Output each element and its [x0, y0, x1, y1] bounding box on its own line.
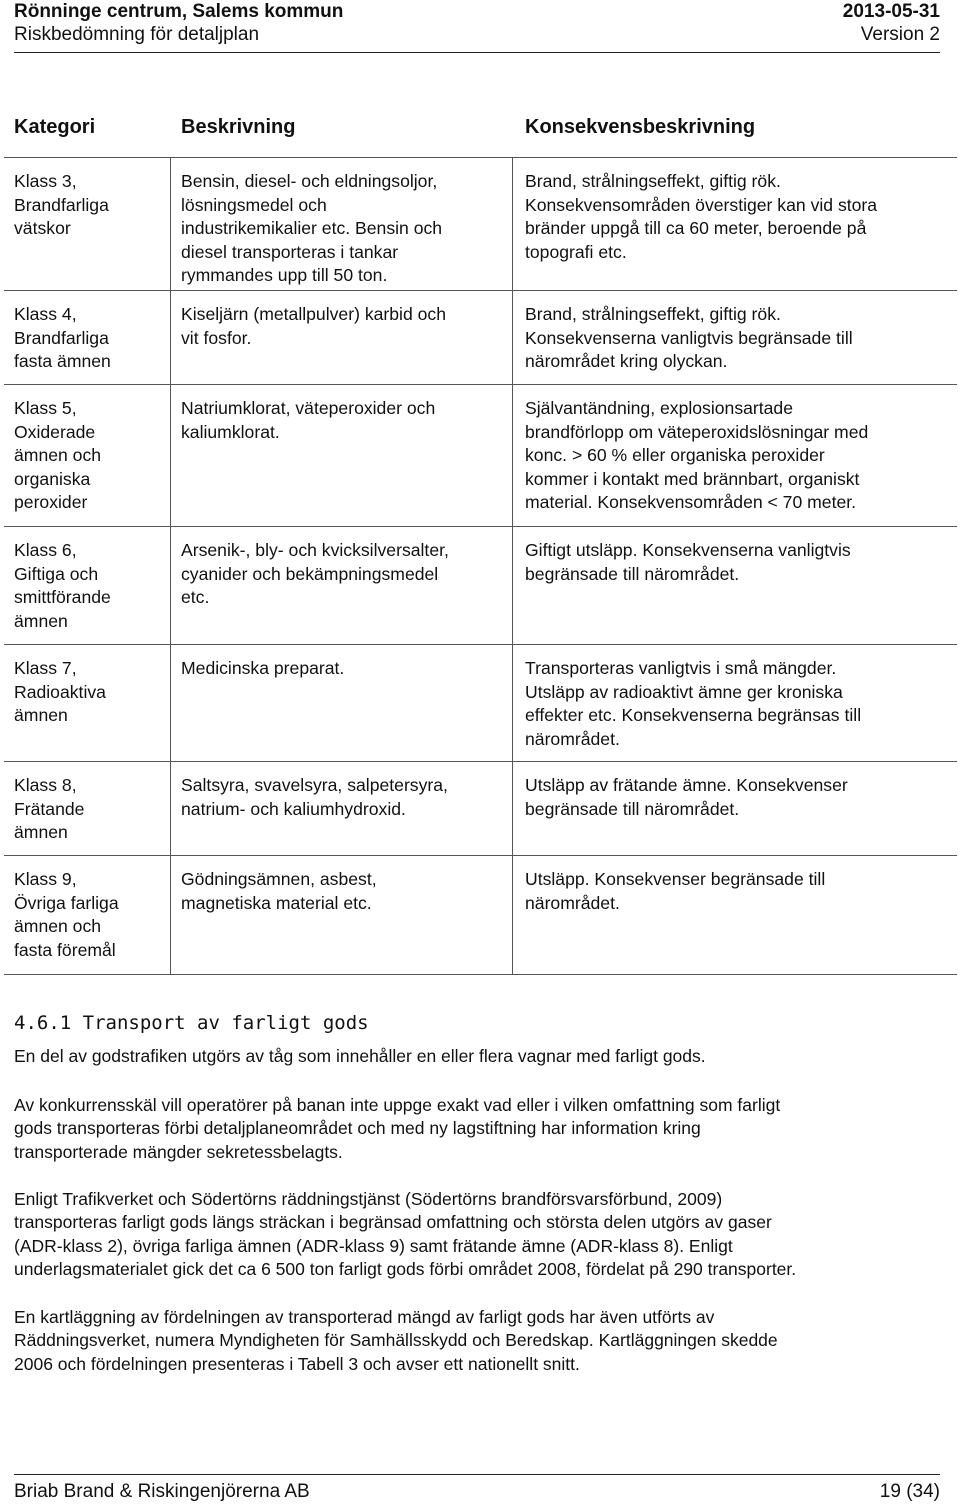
- table-row: [4, 645, 957, 762]
- column-header-konsekvens: Konsekvensbeskrivning: [525, 115, 756, 138]
- cell-konsekvens: Självantändning, explosionsartade brandförlopp om väteperoxidslösningar med konc. > 60 % eller organiska peroxider kommer i kontakt med brännbart, organiskt material. Konsekvensområden < 70 meter.: [525, 398, 869, 513]
- paragraph-2: Av konkurrensskäl vill operatörer på banan inte uppge exakt vad eller i vilken omfattning som farligt gods transporteras förbi detaljplaneområdet och med ny lagstiftning har information kring transporterade mängder sekretessbelagts.: [14, 1095, 781, 1162]
- document-title: Rönninge centrum, Salems kommun: [14, 1, 344, 22]
- hazard-class-table: [4, 97, 957, 975]
- cell-konsekvens: Giftigt utsläpp. Konsekvenserna vanligtvis begränsade till närområdet.: [525, 540, 851, 584]
- table-row: [4, 385, 957, 527]
- cell-beskrivning: Arsenik-, bly- och kvicksilversalter, cyanider och bekämpningsmedel etc.: [171, 527, 513, 644]
- paragraph-3: Enligt Trafikverket och Södertörns räddningstjänst (Södertörns brandförsvarsförbund, 2009) transporteras farligt gods längs sträckan i begränsad omfattning och största delen utgörs av gaser (ADR-klass 2), övriga farliga ämnen (ADR-klass 9) samt frätande ämne (ADR-klass 8). Enligt underlagsmaterialet gick det ca 6 500 ton farligt gods förbi området 2008, fördelat på 290 transporter.: [14, 1189, 797, 1279]
- table-body: [4, 158, 957, 975]
- cell-beskrivning: Gödningsämnen, asbest, magnetiska material etc.: [171, 856, 513, 974]
- cell-konsekvens: Brand, strålningseffekt, giftig rök. Konsekvenserna vanligtvis begränsade till närområdet kring olyckan.: [525, 304, 853, 372]
- cell-kategori: Klass 8, Frätande ämnen: [4, 762, 171, 855]
- cell-konsekvens: Transporteras vanligtvis i små mängder. Utsläpp av radioaktivt ämne ger kroniska effekter etc. Konsekvenserna begränsas till närområdet.: [525, 658, 862, 749]
- cell-beskrivning: Natriumklorat, väteperoxider och kaliumklorat.: [171, 385, 513, 526]
- page-footer: [14, 1474, 940, 1503]
- cell-kategori: Klass 9, Övriga farliga ämnen och fasta föremål: [4, 856, 171, 974]
- document-subtitle: Riskbedömning för detaljplan: [14, 24, 260, 45]
- cell-kategori: Klass 3, Brandfarliga vätskor: [4, 158, 171, 290]
- document-version: Version 2: [860, 24, 940, 45]
- cell-beskrivning: Saltsyra, svavelsyra, salpetersyra, natrium- och kaliumhydroxid.: [171, 762, 513, 855]
- cell-konsekvens: Utsläpp. Konsekvenser begränsade till närområdet.: [525, 869, 826, 913]
- cell-kategori: Klass 4, Brandfarliga fasta ämnen: [4, 291, 171, 384]
- footer-company: Briab Brand & Riskingenjörerna AB: [14, 1481, 310, 1502]
- column-header-kategori: Kategori: [14, 115, 96, 138]
- table-row: [4, 158, 957, 291]
- footer-page-number: 19 (34): [879, 1481, 940, 1502]
- cell-beskrivning: Medicinska preparat.: [171, 645, 513, 761]
- table-header-row: [4, 97, 957, 158]
- section-transport: [14, 1012, 939, 1034]
- table-row: [4, 762, 957, 856]
- section-heading: 4.6.1 Transport av farligt gods: [14, 1012, 369, 1034]
- cell-konsekvens: Utsläpp av frätande ämne. Konsekvenser begränsade till närområdet.: [525, 775, 848, 819]
- document-date: 2013-05-31: [842, 1, 940, 22]
- cell-konsekvens: Brand, strålningseffekt, giftig rök. Konsekvensområden överstiger kan vid stora bränder uppgå till ca 60 meter, beroende på topografi etc.: [525, 171, 878, 262]
- header-divider: [14, 52, 940, 53]
- cell-kategori: Klass 7, Radioaktiva ämnen: [4, 645, 171, 761]
- column-header-beskrivning: Beskrivning: [181, 115, 296, 138]
- cell-kategori: Klass 5, Oxiderade ämnen och organiska peroxider: [4, 385, 171, 526]
- table-row: [4, 527, 957, 645]
- cell-beskrivning: Bensin, diesel- och eldningsoljor, lösningsmedel och industrikemikalier etc. Bensin och diesel transporteras i tankar rymmandes upp till 50 ton.: [171, 158, 513, 290]
- cell-beskrivning: Kiseljärn (metallpulver) karbid och vit fosfor.: [171, 291, 513, 384]
- paragraph-4: En kartläggning av fördelningen av transporterad mängd av farligt gods har även utförts av Räddningsverket, numera Myndigheten för Samhällsskydd och Beredskap. Kartläggningen skedde 2006 och fördelningen presenteras i Tabell 3 och avser ett nationellt snitt.: [14, 1307, 778, 1374]
- cell-kategori: Klass 6, Giftiga och smittförande ämnen: [4, 527, 171, 644]
- page-header: [14, 0, 940, 52]
- table-row: [4, 291, 957, 385]
- paragraph-1: En del av godstrafiken utgörs av tåg som innehåller en eller flera vagnar med farligt gods.: [14, 1046, 706, 1066]
- table-row: [4, 856, 957, 975]
